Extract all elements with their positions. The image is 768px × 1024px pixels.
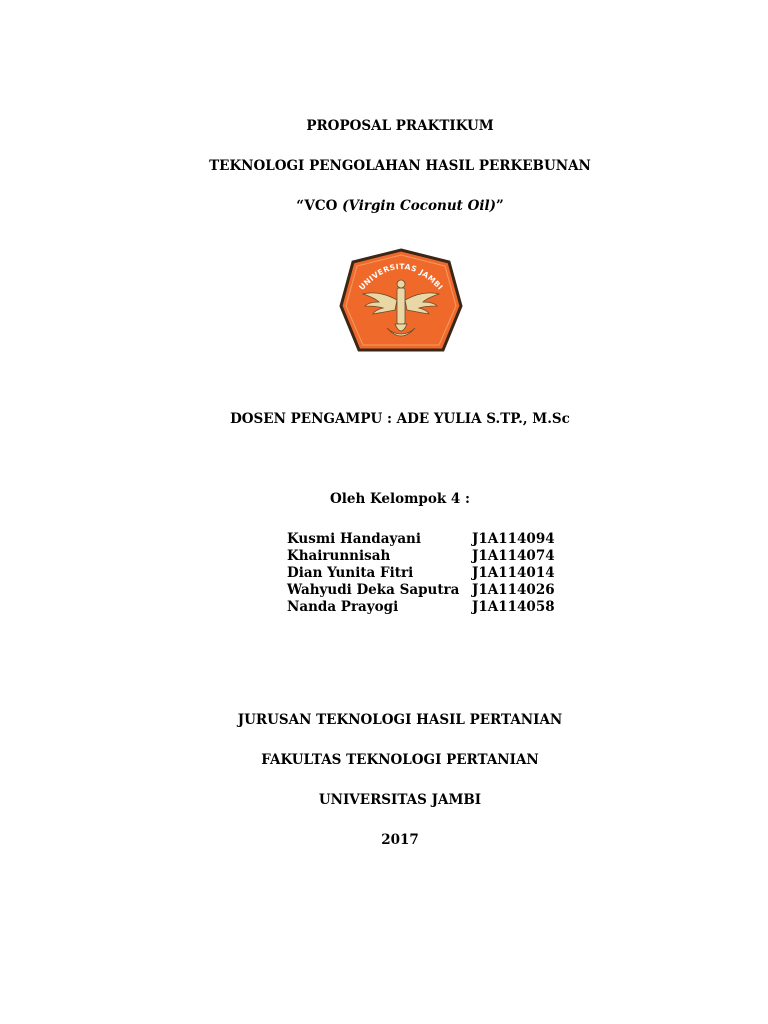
member-name: Khairunnisah — [287, 548, 391, 564]
member-id: J1A114074 — [472, 548, 555, 564]
university-name: UNIVERSITAS JAMBI — [318, 792, 482, 808]
faculty-name: FAKULTAS TEKNOLOGI PERTANIAN — [261, 752, 539, 768]
list-item — [287, 531, 567, 548]
list-item — [287, 599, 567, 616]
member-name: Wahyudi Deka Saputra — [287, 582, 460, 598]
lecturer-line: DOSEN PENGAMPU : ADE YULIA S.TP., M.Sc — [230, 411, 570, 427]
year: 2017 — [381, 832, 419, 848]
university-logo — [339, 248, 463, 352]
department-name: JURUSAN TEKNOLOGI HASIL PERTANIAN — [237, 712, 563, 728]
topic-suffix: ” — [495, 198, 504, 214]
member-list — [287, 531, 567, 616]
member-name: Dian Yunita Fitri — [287, 565, 414, 581]
member-name: Kusmi Handayani — [287, 531, 422, 547]
member-name: Nanda Prayogi — [287, 599, 399, 615]
member-id: J1A114026 — [472, 582, 555, 598]
logo-text: UNIVERSITAS JAMBI — [357, 261, 445, 292]
member-id: J1A114058 — [472, 599, 555, 615]
topic-title — [0, 198, 768, 214]
list-item — [287, 548, 567, 565]
course-title: TEKNOLOGI PENGOLAHAN HASIL PERKEBUNAN — [209, 158, 591, 174]
member-id: J1A114014 — [472, 565, 555, 581]
list-item — [287, 565, 567, 582]
member-id: J1A114094 — [472, 531, 555, 547]
proposal-title: PROPOSAL PRAKTIKUM — [306, 118, 494, 134]
list-item — [287, 582, 567, 599]
topic-italic: (Virgin Coconut Oil) — [342, 198, 496, 214]
topic-prefix: “VCO — [296, 198, 343, 214]
group-label: Oleh Kelompok 4 : — [330, 491, 471, 507]
